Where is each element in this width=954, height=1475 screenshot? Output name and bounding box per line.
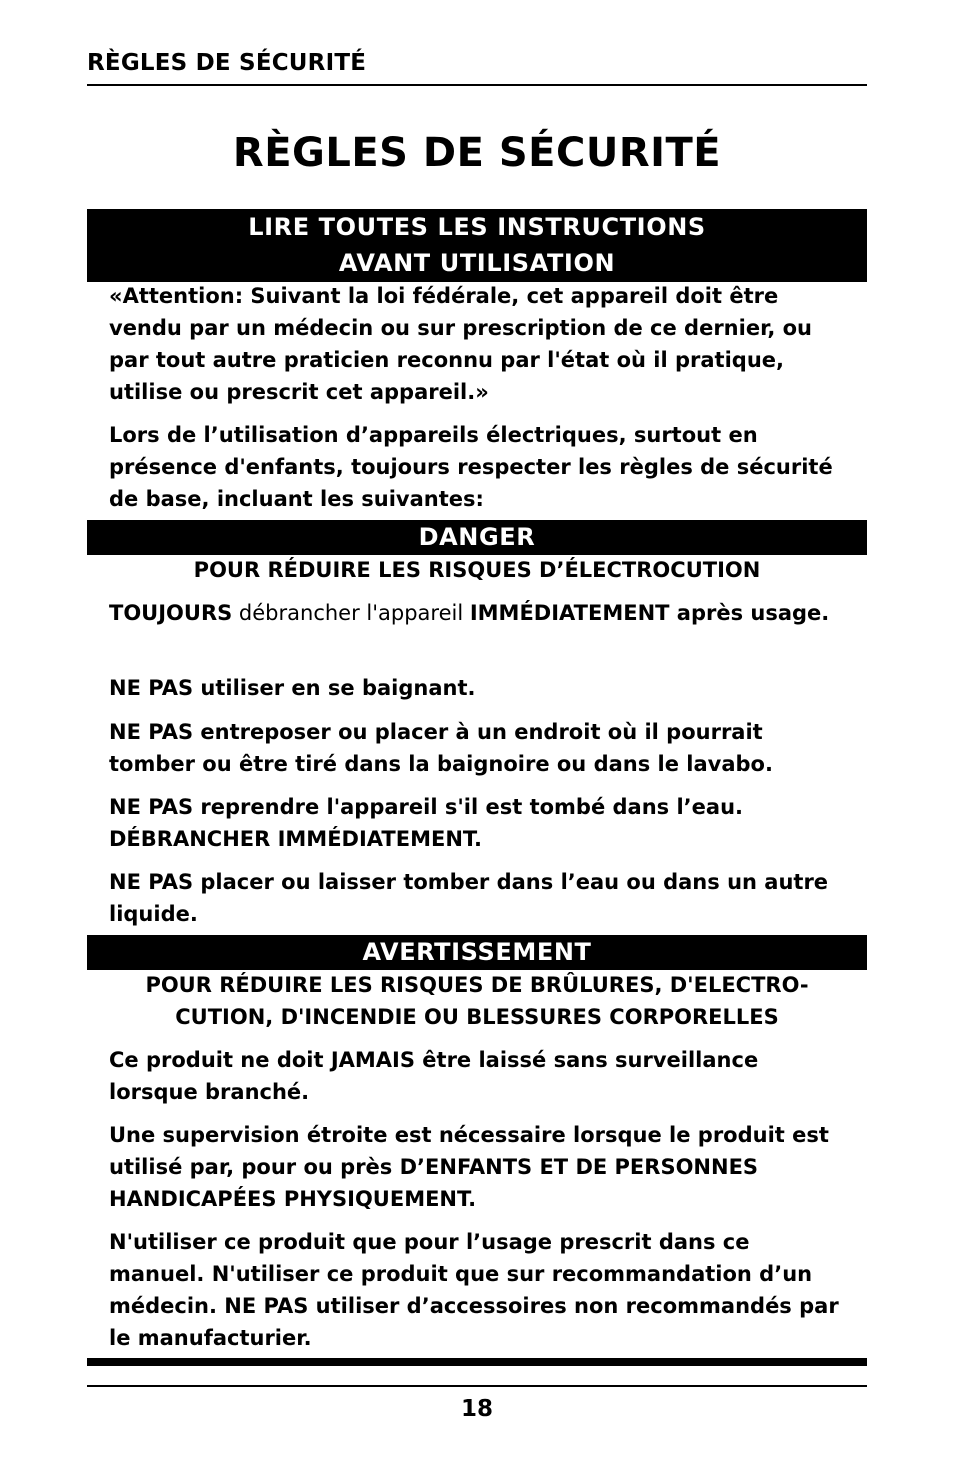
footer-rule	[87, 1385, 867, 1387]
danger-item-3	[109, 716, 849, 780]
warning-subtitle	[87, 969, 867, 1033]
item-text: après usage.	[669, 601, 830, 625]
item-text: utiliser ce produit que pour l’usage prescrit dans ce manuel.	[109, 1230, 750, 1286]
attention-paragraph: «Attention: Suivant la loi fédérale, cet appareil doit être vendu par un médecin ou sur prescription de ce dernier, ou par tout autre praticien reconnu par l'état où il pratique, utilise ou prescrit cet appareil.»	[109, 284, 813, 404]
warning-item-2	[109, 1119, 849, 1215]
emphasis: TOUJOURS	[109, 601, 233, 625]
emphasis: NE PAS	[109, 795, 194, 819]
emphasis: IMMÉDIATEMENT	[469, 601, 670, 625]
running-header: RÈGLES DE SÉCURITÉ	[87, 50, 367, 76]
item-text: entreposer ou placer à un endroit où il pourrait tomber ou être tiré dans la baignoire ou dans le lavabo.	[109, 720, 773, 776]
danger-banner: DANGER	[87, 520, 867, 555]
read-instructions-banner	[87, 209, 867, 282]
emphasis: D’ENFANTS ET DE PERSONNES HANDICAPÉES PHYSIQUEMENT.	[109, 1155, 759, 1211]
header-rule	[87, 84, 867, 86]
item-text: utiliser d’accessoires non recommandés par le manufacturier.	[109, 1294, 839, 1350]
emphasis: NE PAS	[109, 676, 194, 700]
item-text: reprendre l'appareil s'il est tombé dans l’eau.	[193, 795, 743, 819]
warning-banner: AVERTISSEMENT	[87, 935, 867, 970]
warning-subtitle-line-2: CUTION, D'INCENDIE OU BLESSURES CORPORELLES	[175, 1005, 779, 1029]
emphasis: NE PAS	[109, 720, 194, 744]
danger-item-4	[109, 791, 849, 855]
emphasis: JAMAIS	[330, 1048, 415, 1072]
emphasis: NE PAS	[109, 870, 194, 894]
item-text: Une supervision étroite est nécessaire lorsque le produit est utilisé par, pour ou près	[109, 1123, 829, 1179]
danger-subtitle: POUR RÉDUIRE LES RISQUES D’ÉLECTROCUTION	[193, 558, 761, 582]
emphasis: N'	[211, 1262, 236, 1286]
danger-item-2	[109, 672, 849, 704]
emphasis: DÉBRANCHER IMMÉDIATEMENT.	[109, 827, 483, 851]
item-text: utiliser ce produit que sur recommandation d’un médecin.	[109, 1262, 813, 1318]
warning-subtitle-line-1: POUR RÉDUIRE LES RISQUES DE BRÛLURES, D'ELECTRO-	[145, 973, 809, 997]
section-end-rule	[87, 1358, 867, 1366]
item-text: placer ou laisser tomber dans l’eau ou dans un autre liquide.	[109, 870, 829, 926]
item-text: débrancher l'appareil	[232, 601, 470, 625]
emphasis: NE PAS	[224, 1294, 309, 1318]
item-text: être laissé sans surveillance lorsque branché.	[109, 1048, 759, 1104]
danger-item-5	[109, 866, 849, 930]
page-title: RÈGLES DE SÉCURITÉ	[232, 130, 722, 176]
page-number: 18	[460, 1396, 493, 1422]
emphasis: N'	[109, 1230, 134, 1254]
banner-line-1: LIRE TOUTES LES INSTRUCTIONS	[248, 213, 706, 241]
item-text: Ce produit ne doit	[109, 1048, 331, 1072]
general-safety-paragraph: Lors de l’utilisation d’appareils électriques, surtout en présence d'enfants, toujours respecter les règles de sécurité de base, incluant les suivantes:	[109, 423, 833, 511]
warning-item-1	[109, 1044, 849, 1108]
danger-item-1	[109, 597, 849, 629]
warning-item-3	[109, 1226, 849, 1354]
banner-line-2: AVANT UTILISATION	[338, 249, 616, 277]
item-text: utiliser en se baignant.	[193, 676, 476, 700]
